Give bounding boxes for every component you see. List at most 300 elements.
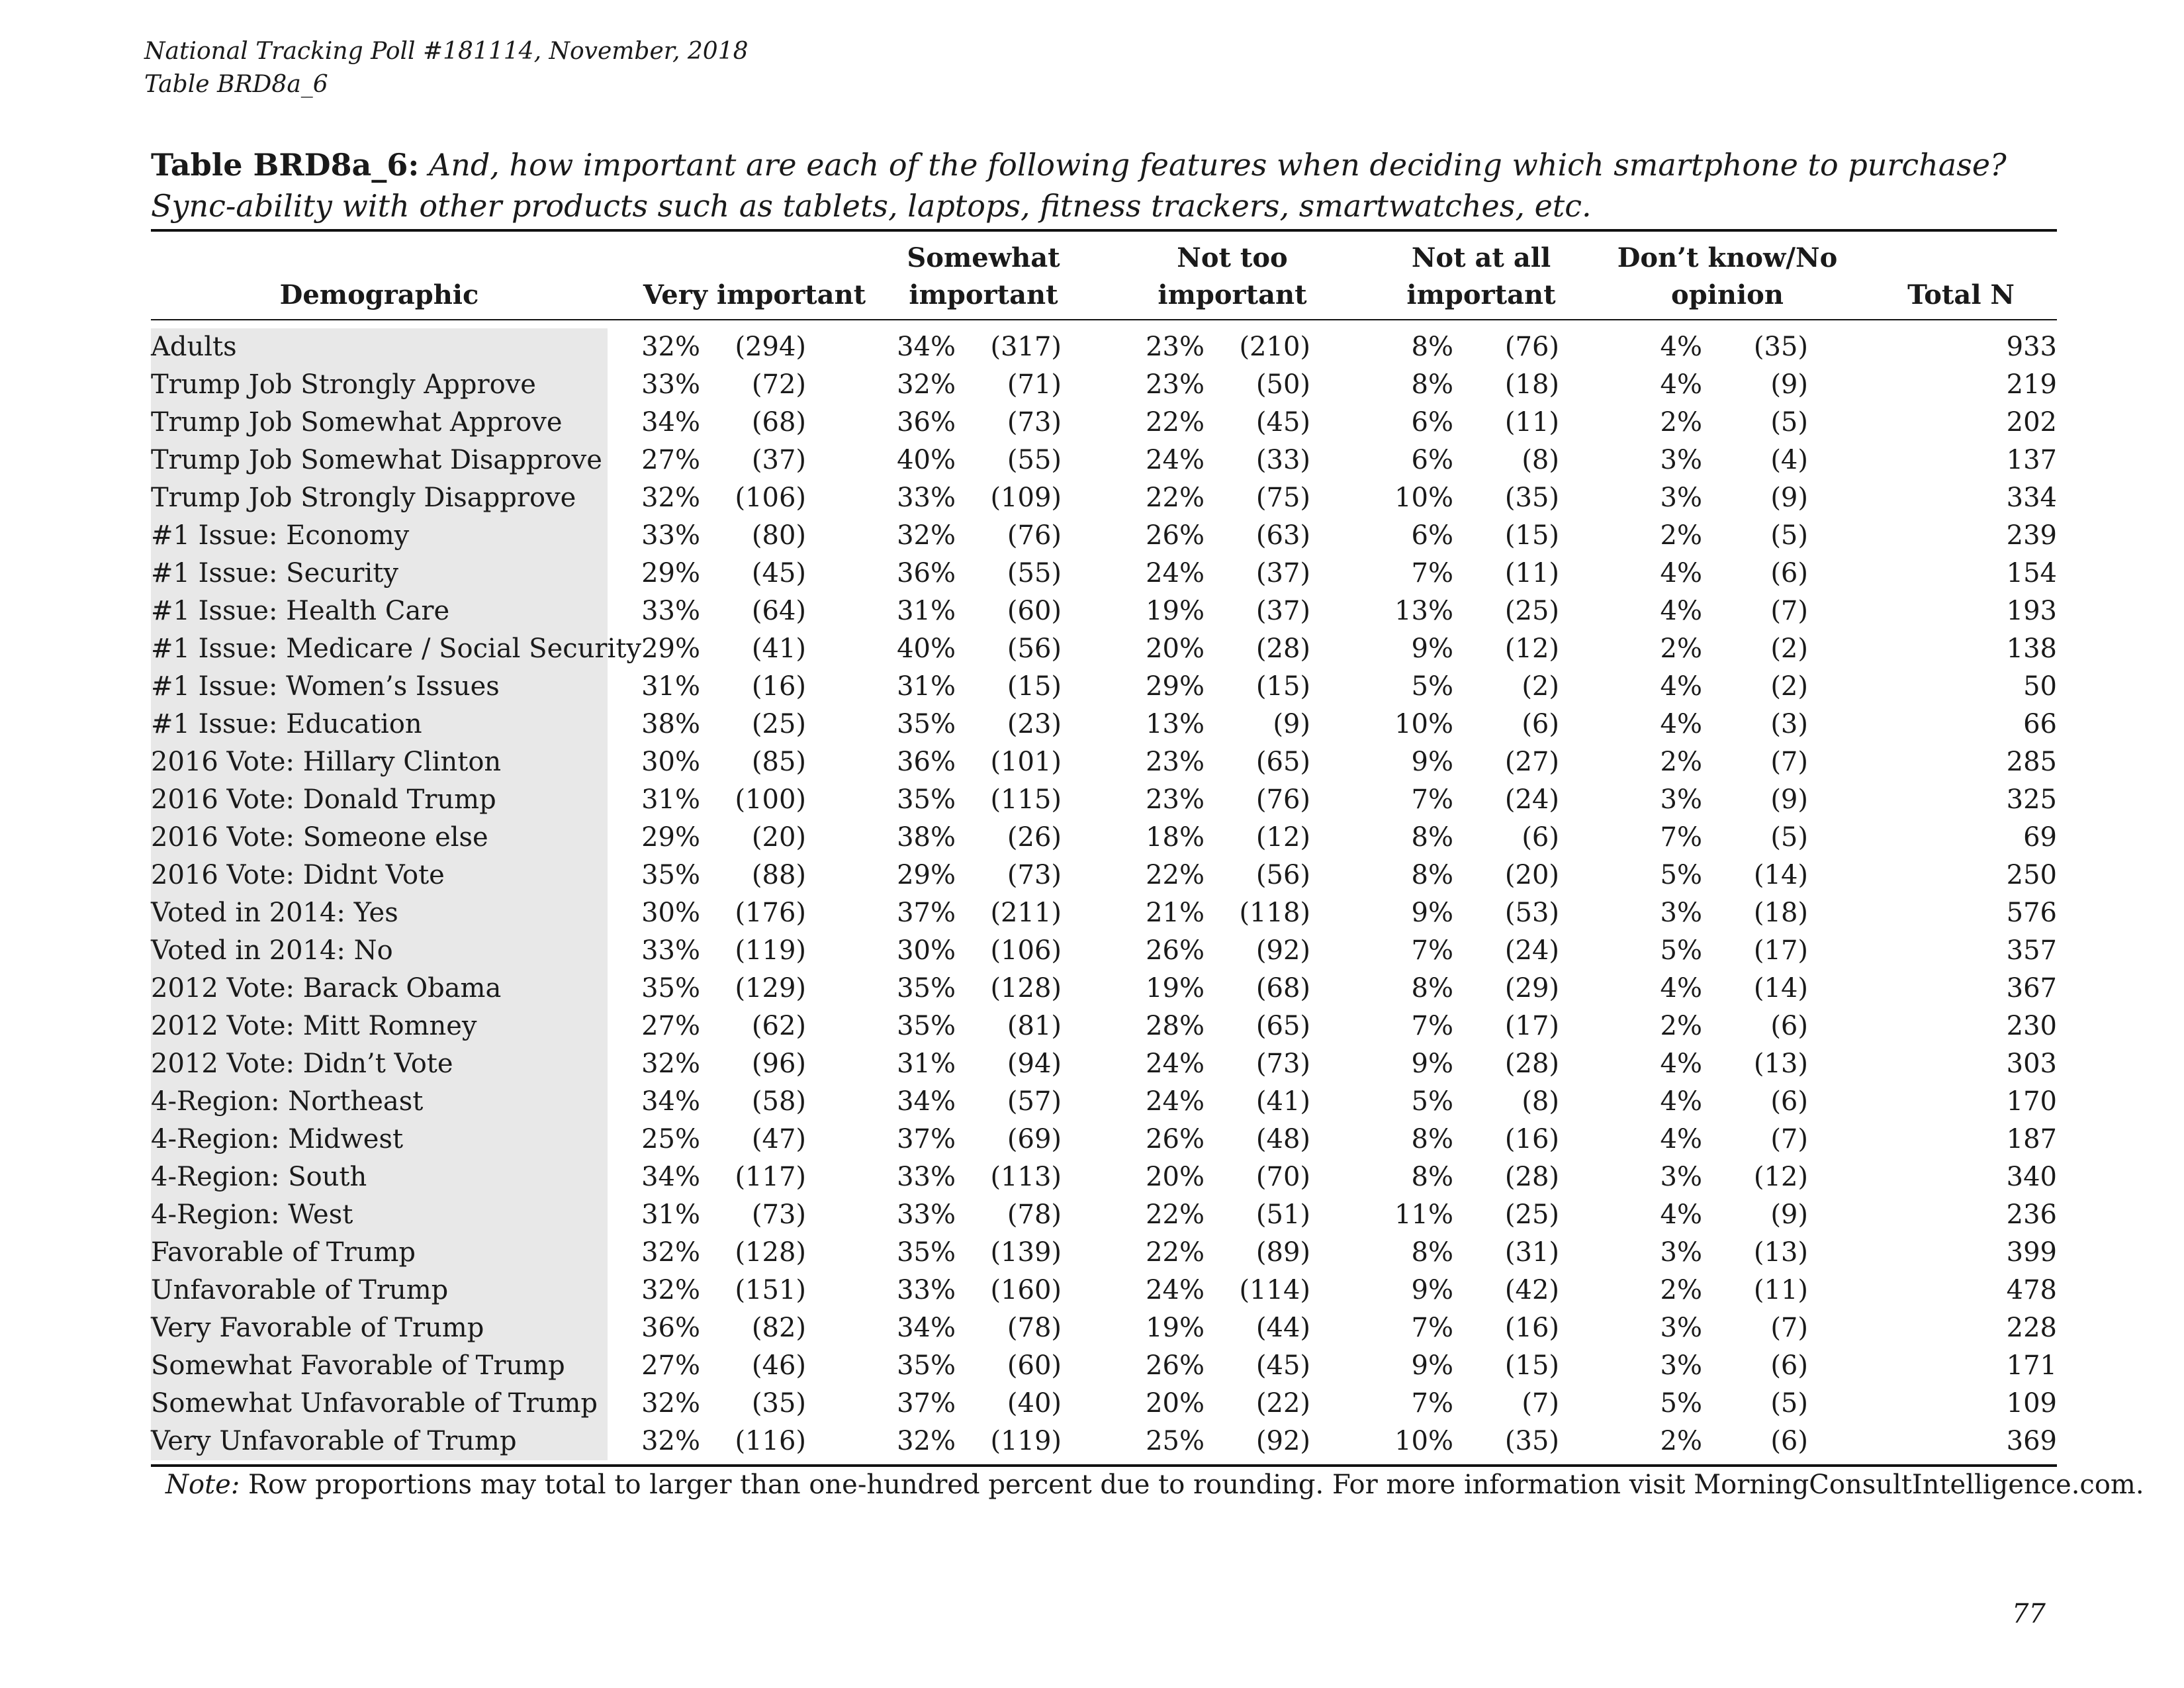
not-at-all-n: (7) xyxy=(1522,1388,1559,1419)
not-at-all-n: (2) xyxy=(1522,671,1559,702)
table-question: And, how important are each of the following features when deciding which smartphone to purchase? xyxy=(428,147,2007,183)
total-n: 66 xyxy=(2023,709,2057,739)
not-at-all-pct: 8% xyxy=(1411,369,1453,400)
total-n: 303 xyxy=(2006,1049,2057,1079)
not-at-all-pct: 8% xyxy=(1411,1124,1453,1154)
not-too-important-pct: 23% xyxy=(1146,332,1205,362)
not-too-important-n: (45) xyxy=(1255,407,1310,438)
not-too-important-pct: 23% xyxy=(1146,369,1205,400)
total-n: 219 xyxy=(2006,369,2057,400)
not-too-important-n: (12) xyxy=(1255,822,1310,853)
not-at-all-pct: 10% xyxy=(1394,483,1453,513)
table-row xyxy=(151,668,2057,706)
row-label: 2012 Vote: Didn’t Vote xyxy=(151,1049,453,1079)
somewhat-important-n: (69) xyxy=(1007,1124,1062,1154)
not-at-all-n: (29) xyxy=(1504,973,1559,1004)
somewhat-important-pct: 33% xyxy=(897,1275,956,1305)
not-too-important-n: (65) xyxy=(1255,747,1310,777)
dont-know-n: (9) xyxy=(1770,784,1808,815)
total-n: 399 xyxy=(2006,1237,2057,1268)
row-label: 2016 Vote: Donald Trump xyxy=(151,784,496,815)
not-at-all-n: (6) xyxy=(1522,709,1559,739)
somewhat-important-pct: 36% xyxy=(897,407,956,438)
somewhat-important-n: (317) xyxy=(990,332,1062,362)
table-title xyxy=(151,144,2057,226)
dont-know-pct: 4% xyxy=(1660,596,1702,626)
very-important-n: (119) xyxy=(735,935,806,966)
dont-know-pct: 4% xyxy=(1660,671,1702,702)
somewhat-important-n: (40) xyxy=(1007,1388,1062,1419)
not-too-important-pct: 24% xyxy=(1146,558,1205,588)
dont-know-n: (14) xyxy=(1753,860,1808,890)
very-important-n: (294) xyxy=(735,332,806,362)
somewhat-important-pct: 33% xyxy=(897,1162,956,1192)
not-at-all-n: (11) xyxy=(1504,407,1559,438)
not-at-all-pct: 9% xyxy=(1411,1049,1453,1079)
dont-know-n: (6) xyxy=(1770,1011,1808,1041)
row-label: 2016 Vote: Hillary Clinton xyxy=(151,747,502,777)
very-important-pct: 35% xyxy=(641,860,700,890)
not-too-important-pct: 26% xyxy=(1146,935,1205,966)
row-label: #1 Issue: Health Care xyxy=(151,596,450,626)
table-row xyxy=(151,706,2057,743)
not-at-all-pct: 9% xyxy=(1411,1275,1453,1305)
header-rule xyxy=(151,319,2057,320)
somewhat-important-n: (60) xyxy=(1007,596,1062,626)
row-label: 2016 Vote: Didnt Vote xyxy=(151,860,445,890)
very-important-pct: 32% xyxy=(641,1049,700,1079)
not-too-important-n: (22) xyxy=(1255,1388,1310,1419)
not-at-all-pct: 8% xyxy=(1411,332,1453,362)
not-at-all-pct: 10% xyxy=(1394,1426,1453,1456)
somewhat-important-pct: 38% xyxy=(897,822,956,853)
total-n: 285 xyxy=(2006,747,2057,777)
not-at-all-pct: 9% xyxy=(1411,633,1453,664)
row-label: 2016 Vote: Someone else xyxy=(151,822,488,853)
dont-know-pct: 3% xyxy=(1660,898,1702,928)
not-too-important-pct: 23% xyxy=(1146,747,1205,777)
total-n: 193 xyxy=(2006,596,2057,626)
dont-know-pct: 2% xyxy=(1660,520,1702,551)
not-at-all-pct: 8% xyxy=(1411,1162,1453,1192)
somewhat-important-n: (73) xyxy=(1007,407,1062,438)
very-important-n: (106) xyxy=(735,483,806,513)
not-at-all-pct: 7% xyxy=(1411,558,1453,588)
dont-know-n: (5) xyxy=(1770,520,1808,551)
not-too-important-pct: 20% xyxy=(1146,633,1205,664)
somewhat-important-pct: 40% xyxy=(897,633,956,664)
not-at-all-pct: 13% xyxy=(1394,596,1453,626)
somewhat-important-pct: 31% xyxy=(897,671,956,702)
very-important-pct: 32% xyxy=(641,1275,700,1305)
total-n: 170 xyxy=(2006,1086,2057,1117)
dont-know-pct: 4% xyxy=(1660,558,1702,588)
dont-know-n: (6) xyxy=(1770,1350,1808,1381)
not-at-all-pct: 8% xyxy=(1411,1237,1453,1268)
somewhat-important-n: (55) xyxy=(1007,558,1062,588)
somewhat-important-n: (60) xyxy=(1007,1350,1062,1381)
dont-know-n: (7) xyxy=(1770,1313,1808,1343)
table-row xyxy=(151,517,2057,555)
table-row xyxy=(151,1272,2057,1309)
not-too-important-pct: 20% xyxy=(1146,1162,1205,1192)
somewhat-important-n: (76) xyxy=(1007,520,1062,551)
not-at-all-n: (28) xyxy=(1504,1049,1559,1079)
very-important-n: (68) xyxy=(751,407,806,438)
not-at-all-pct: 11% xyxy=(1394,1199,1453,1230)
dont-know-pct: 4% xyxy=(1660,973,1702,1004)
dont-know-n: (6) xyxy=(1770,558,1808,588)
table-row xyxy=(151,1083,2057,1121)
dont-know-n: (11) xyxy=(1753,1275,1808,1305)
not-too-important-pct: 24% xyxy=(1146,1275,1205,1305)
table-title-label: Table BRD8a_6: xyxy=(151,147,420,183)
somewhat-important-n: (81) xyxy=(1007,1011,1062,1041)
very-important-n: (96) xyxy=(751,1049,806,1079)
very-important-n: (85) xyxy=(751,747,806,777)
somewhat-important-pct: 40% xyxy=(897,445,956,475)
total-n: 334 xyxy=(2006,483,2057,513)
not-too-important-pct: 19% xyxy=(1146,596,1205,626)
not-at-all-pct: 9% xyxy=(1411,747,1453,777)
total-n: 138 xyxy=(2006,633,2057,664)
total-n: 325 xyxy=(2006,784,2057,815)
dont-know-n: (6) xyxy=(1770,1426,1808,1456)
row-label: Somewhat Favorable of Trump xyxy=(151,1350,565,1381)
dont-know-n: (14) xyxy=(1753,973,1808,1004)
table-row xyxy=(151,404,2057,442)
row-label: Very Unfavorable of Trump xyxy=(151,1426,517,1456)
very-important-pct: 33% xyxy=(641,369,700,400)
not-too-important-pct: 24% xyxy=(1146,1086,1205,1117)
col-header-not-at-all-important: Not at all important xyxy=(1406,242,1556,310)
row-label: #1 Issue: Women’s Issues xyxy=(151,671,500,702)
not-too-important-pct: 13% xyxy=(1146,709,1205,739)
not-too-important-pct: 22% xyxy=(1146,1237,1205,1268)
very-important-pct: 31% xyxy=(641,784,700,815)
not-too-important-n: (28) xyxy=(1255,633,1310,664)
dont-know-pct: 4% xyxy=(1660,369,1702,400)
somewhat-important-pct: 37% xyxy=(897,898,956,928)
total-n: 478 xyxy=(2006,1275,2057,1305)
very-important-n: (64) xyxy=(751,596,806,626)
total-n: 357 xyxy=(2006,935,2057,966)
table-row xyxy=(151,819,2057,857)
not-at-all-n: (76) xyxy=(1504,332,1559,362)
dont-know-n: (5) xyxy=(1770,1388,1808,1419)
not-too-important-pct: 22% xyxy=(1146,860,1205,890)
very-important-pct: 29% xyxy=(641,822,700,853)
very-important-n: (41) xyxy=(751,633,806,664)
very-important-n: (72) xyxy=(751,369,806,400)
somewhat-important-n: (56) xyxy=(1007,633,1062,664)
not-too-important-pct: 19% xyxy=(1146,1313,1205,1343)
not-at-all-n: (25) xyxy=(1504,596,1559,626)
very-important-n: (62) xyxy=(751,1011,806,1041)
table-row xyxy=(151,1385,2057,1423)
table-id: Table BRD8a_6 xyxy=(144,71,328,98)
very-important-pct: 32% xyxy=(641,1388,700,1419)
not-too-important-n: (92) xyxy=(1255,935,1310,966)
somewhat-important-pct: 37% xyxy=(897,1388,956,1419)
not-at-all-pct: 7% xyxy=(1411,1388,1453,1419)
somewhat-important-n: (139) xyxy=(990,1237,1062,1268)
not-too-important-n: (44) xyxy=(1255,1313,1310,1343)
not-too-important-n: (33) xyxy=(1255,445,1310,475)
row-label: #1 Issue: Security xyxy=(151,558,398,588)
not-at-all-n: (28) xyxy=(1504,1162,1559,1192)
not-at-all-pct: 10% xyxy=(1394,709,1453,739)
dont-know-pct: 5% xyxy=(1660,860,1702,890)
very-important-n: (100) xyxy=(735,784,806,815)
not-too-important-pct: 29% xyxy=(1146,671,1205,702)
dont-know-pct: 2% xyxy=(1660,1275,1702,1305)
table-row xyxy=(151,932,2057,970)
total-n: 154 xyxy=(2006,558,2057,588)
not-too-important-n: (114) xyxy=(1239,1275,1310,1305)
dont-know-pct: 5% xyxy=(1660,1388,1702,1419)
dont-know-n: (2) xyxy=(1770,671,1808,702)
total-n: 250 xyxy=(2006,860,2057,890)
dont-know-pct: 4% xyxy=(1660,332,1702,362)
not-too-important-n: (15) xyxy=(1255,671,1310,702)
somewhat-important-pct: 29% xyxy=(897,860,956,890)
not-too-important-n: (51) xyxy=(1255,1199,1310,1230)
total-n: 50 xyxy=(2023,671,2057,702)
somewhat-important-pct: 35% xyxy=(897,1350,956,1381)
very-important-pct: 32% xyxy=(641,1237,700,1268)
very-important-n: (58) xyxy=(751,1086,806,1117)
somewhat-important-pct: 32% xyxy=(897,520,956,551)
not-too-important-pct: 21% xyxy=(1146,898,1205,928)
row-label: 4-Region: West xyxy=(151,1199,353,1230)
very-important-pct: 36% xyxy=(641,1313,700,1343)
very-important-pct: 34% xyxy=(641,407,700,438)
row-label: 4-Region: South xyxy=(151,1162,367,1192)
not-at-all-pct: 7% xyxy=(1411,784,1453,815)
row-label: 2012 Vote: Mitt Romney xyxy=(151,1011,477,1041)
not-at-all-pct: 9% xyxy=(1411,898,1453,928)
very-important-pct: 27% xyxy=(641,1011,700,1041)
dont-know-n: (4) xyxy=(1770,445,1808,475)
very-important-n: (117) xyxy=(735,1162,806,1192)
table-row xyxy=(151,1309,2057,1347)
somewhat-important-pct: 35% xyxy=(897,784,956,815)
not-at-all-n: (17) xyxy=(1504,1011,1559,1041)
not-too-important-pct: 26% xyxy=(1146,1350,1205,1381)
dont-know-pct: 2% xyxy=(1660,633,1702,664)
total-n: 236 xyxy=(2006,1199,2057,1230)
somewhat-important-n: (101) xyxy=(990,747,1062,777)
total-n: 171 xyxy=(2006,1350,2057,1381)
not-at-all-n: (8) xyxy=(1522,1086,1559,1117)
not-too-important-pct: 22% xyxy=(1146,407,1205,438)
total-n: 576 xyxy=(2006,898,2057,928)
somewhat-important-n: (55) xyxy=(1007,445,1062,475)
very-important-n: (80) xyxy=(751,520,806,551)
dont-know-pct: 3% xyxy=(1660,445,1702,475)
dont-know-pct: 4% xyxy=(1660,1199,1702,1230)
somewhat-important-n: (113) xyxy=(990,1162,1062,1192)
col-header-somewhat-important: Somewhat important xyxy=(907,242,1060,310)
row-label: Very Favorable of Trump xyxy=(151,1313,484,1343)
table-row xyxy=(151,894,2057,932)
not-at-all-n: (42) xyxy=(1504,1275,1559,1305)
somewhat-important-pct: 34% xyxy=(897,1313,956,1343)
not-too-important-n: (92) xyxy=(1255,1426,1310,1456)
very-important-n: (37) xyxy=(751,445,806,475)
total-n: 228 xyxy=(2006,1313,2057,1343)
total-n: 340 xyxy=(2006,1162,2057,1192)
table-row xyxy=(151,1196,2057,1234)
dont-know-n: (17) xyxy=(1753,935,1808,966)
total-n: 230 xyxy=(2006,1011,2057,1041)
row-label: Trump Job Strongly Disapprove xyxy=(151,483,576,513)
dont-know-pct: 2% xyxy=(1660,1011,1702,1041)
very-important-n: (151) xyxy=(735,1275,806,1305)
dont-know-pct: 3% xyxy=(1660,1350,1702,1381)
somewhat-important-pct: 37% xyxy=(897,1124,956,1154)
row-label: #1 Issue: Economy xyxy=(151,520,410,551)
not-too-important-pct: 22% xyxy=(1146,1199,1205,1230)
dont-know-n: (9) xyxy=(1770,369,1808,400)
not-too-important-pct: 23% xyxy=(1146,784,1205,815)
somewhat-important-pct: 35% xyxy=(897,1237,956,1268)
not-too-important-pct: 26% xyxy=(1146,1124,1205,1154)
very-important-n: (46) xyxy=(751,1350,806,1381)
note-text: Row proportions may total to larger than one-hundred percent due to rounding. For more information visit MorningConsultIntelligence.com. xyxy=(248,1470,2144,1500)
total-n: 239 xyxy=(2006,520,2057,551)
table-row xyxy=(151,781,2057,819)
col-header-total-n: Total N xyxy=(1907,279,2015,310)
dont-know-pct: 4% xyxy=(1660,1049,1702,1079)
very-important-pct: 33% xyxy=(641,596,700,626)
dont-know-pct: 4% xyxy=(1660,709,1702,739)
not-at-all-n: (16) xyxy=(1504,1124,1559,1154)
not-at-all-n: (12) xyxy=(1504,633,1559,664)
page-number: 77 xyxy=(2012,1599,2046,1629)
not-too-important-pct: 28% xyxy=(1146,1011,1205,1041)
somewhat-important-n: (71) xyxy=(1007,369,1062,400)
very-important-pct: 27% xyxy=(641,1350,700,1381)
dont-know-pct: 2% xyxy=(1660,747,1702,777)
very-important-n: (45) xyxy=(751,558,806,588)
very-important-n: (25) xyxy=(751,709,806,739)
row-label: Trump Job Somewhat Approve xyxy=(151,407,563,438)
very-important-n: (47) xyxy=(751,1124,806,1154)
not-at-all-n: (24) xyxy=(1504,784,1559,815)
somewhat-important-pct: 34% xyxy=(897,332,956,362)
dont-know-n: (7) xyxy=(1770,747,1808,777)
very-important-pct: 27% xyxy=(641,445,700,475)
not-too-important-n: (118) xyxy=(1239,898,1310,928)
dont-know-n: (7) xyxy=(1770,596,1808,626)
dont-know-n: (5) xyxy=(1770,407,1808,438)
very-important-pct: 29% xyxy=(641,633,700,664)
very-important-pct: 32% xyxy=(641,332,700,362)
somewhat-important-pct: 33% xyxy=(897,1199,956,1230)
somewhat-important-pct: 36% xyxy=(897,747,956,777)
somewhat-important-n: (119) xyxy=(990,1426,1062,1456)
not-at-all-n: (20) xyxy=(1504,860,1559,890)
not-too-important-n: (45) xyxy=(1255,1350,1310,1381)
somewhat-important-pct: 30% xyxy=(897,935,956,966)
table-row xyxy=(151,630,2057,668)
results-table xyxy=(151,328,2057,1460)
not-at-all-n: (6) xyxy=(1522,822,1559,853)
very-important-pct: 31% xyxy=(641,1199,700,1230)
somewhat-important-n: (73) xyxy=(1007,860,1062,890)
row-label: 4-Region: Midwest xyxy=(151,1124,404,1154)
very-important-pct: 33% xyxy=(641,935,700,966)
total-n: 933 xyxy=(2006,332,2057,362)
very-important-n: (176) xyxy=(735,898,806,928)
total-n: 137 xyxy=(2006,445,2057,475)
not-too-important-pct: 24% xyxy=(1146,1049,1205,1079)
not-at-all-pct: 5% xyxy=(1411,1086,1453,1117)
dont-know-n: (7) xyxy=(1770,1124,1808,1154)
table-row xyxy=(151,479,2057,517)
not-too-important-pct: 25% xyxy=(1146,1426,1205,1456)
not-at-all-pct: 7% xyxy=(1411,1011,1453,1041)
very-important-n: (116) xyxy=(735,1426,806,1456)
dont-know-pct: 3% xyxy=(1660,483,1702,513)
very-important-pct: 29% xyxy=(641,558,700,588)
not-at-all-pct: 7% xyxy=(1411,1313,1453,1343)
very-important-n: (35) xyxy=(751,1388,806,1419)
dont-know-n: (5) xyxy=(1770,822,1808,853)
very-important-pct: 31% xyxy=(641,671,700,702)
not-too-important-pct: 19% xyxy=(1146,973,1205,1004)
very-important-pct: 38% xyxy=(641,709,700,739)
somewhat-important-n: (15) xyxy=(1007,671,1062,702)
col-header-demographic: Demographic xyxy=(279,279,479,310)
table-row xyxy=(151,328,2057,366)
not-at-all-pct: 8% xyxy=(1411,860,1453,890)
row-label: Somewhat Unfavorable of Trump xyxy=(151,1388,598,1419)
not-at-all-n: (53) xyxy=(1504,898,1559,928)
very-important-n: (82) xyxy=(751,1313,806,1343)
not-too-important-n: (68) xyxy=(1255,973,1310,1004)
dont-know-n: (13) xyxy=(1753,1237,1808,1268)
somewhat-important-pct: 31% xyxy=(897,596,956,626)
not-at-all-n: (27) xyxy=(1504,747,1559,777)
table-row xyxy=(151,1423,2057,1460)
dont-know-pct: 2% xyxy=(1660,1426,1702,1456)
not-too-important-n: (48) xyxy=(1255,1124,1310,1154)
row-label: Adults xyxy=(151,332,237,362)
row-label: Voted in 2014: Yes xyxy=(151,898,398,928)
not-at-all-n: (11) xyxy=(1504,558,1559,588)
somewhat-important-n: (128) xyxy=(990,973,1062,1004)
table-row xyxy=(151,1234,2057,1272)
not-too-important-n: (37) xyxy=(1255,596,1310,626)
table-row xyxy=(151,970,2057,1008)
note-label: Note: xyxy=(165,1470,240,1500)
dont-know-pct: 2% xyxy=(1660,407,1702,438)
table-subtitle: Sync-ability with other products such as tablets, laptops, fitness trackers, smartwatches, etc. xyxy=(151,188,1592,224)
very-important-pct: 30% xyxy=(641,898,700,928)
row-label: 2012 Vote: Barack Obama xyxy=(151,973,502,1004)
row-label: Unfavorable of Trump xyxy=(151,1275,449,1305)
not-at-all-pct: 8% xyxy=(1411,822,1453,853)
very-important-n: (128) xyxy=(735,1237,806,1268)
row-label: #1 Issue: Education xyxy=(151,709,422,739)
top-rule xyxy=(151,229,2057,232)
not-at-all-n: (35) xyxy=(1504,483,1559,513)
not-at-all-n: (15) xyxy=(1504,1350,1559,1381)
not-too-important-n: (89) xyxy=(1255,1237,1310,1268)
